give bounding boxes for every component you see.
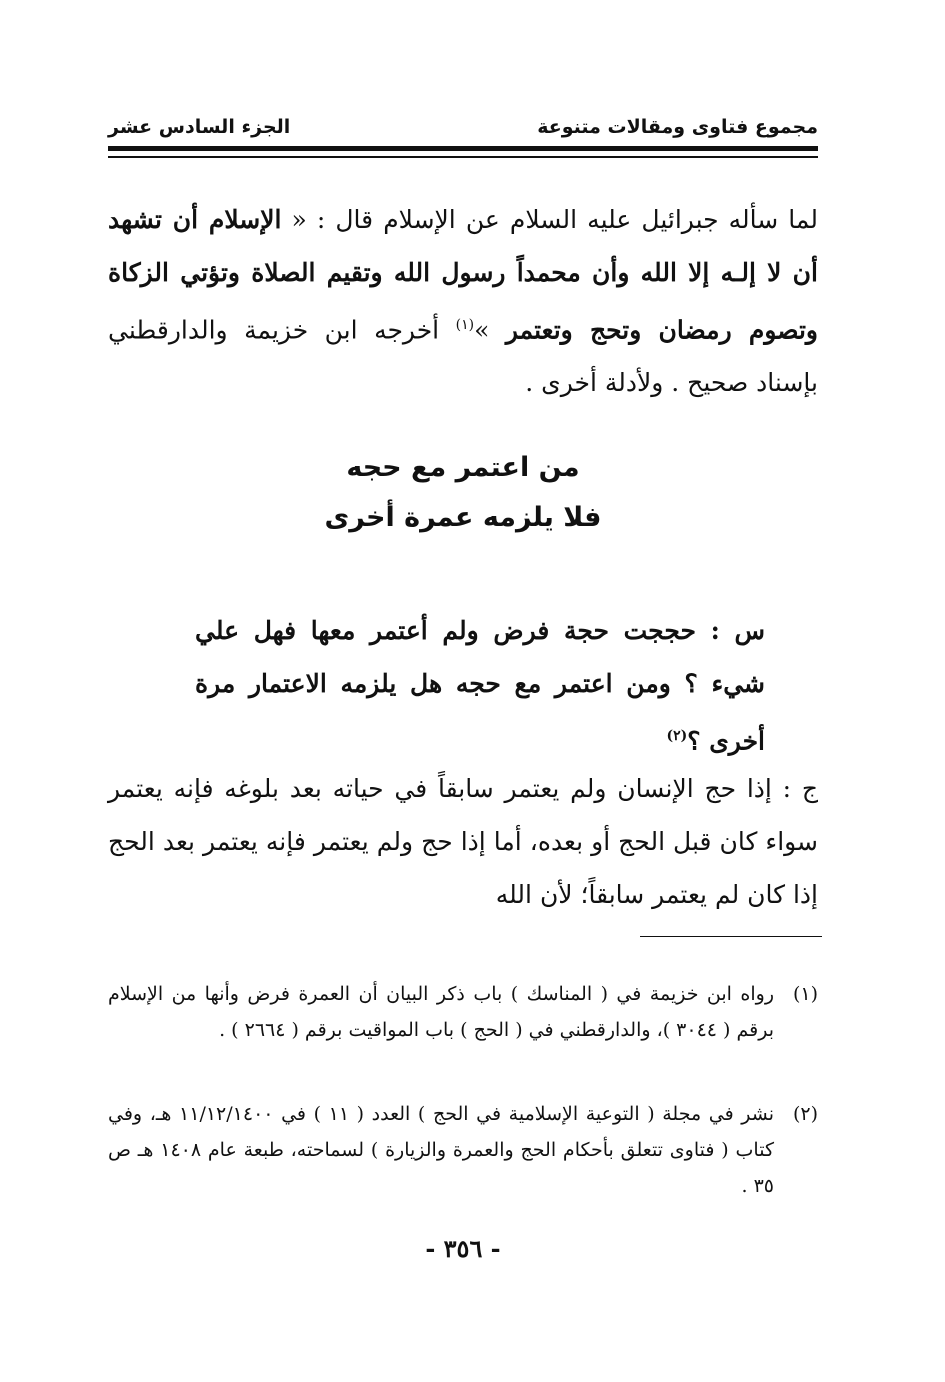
footnote-separator bbox=[640, 936, 822, 937]
section-heading-line2: فلا يلزمه عمرة أخرى bbox=[324, 502, 602, 533]
page-number: - ٣٥٦ - bbox=[425, 1234, 501, 1263]
footnote-number: (٢) bbox=[792, 1103, 818, 1125]
hadith-quote: الإسلام أن تشهد أن لا إلـه إلا الله وأن محمداً رسول الله وتقيم الصلاة وتؤتي الزكاة وتصوم رمضان وتحج وتعتمر bbox=[108, 205, 818, 345]
answer-paragraph bbox=[108, 762, 818, 921]
book-title: مجموع فتاوى ومقالات متنوعة bbox=[537, 116, 818, 138]
section-heading-line1: من اعتمر مع حجه bbox=[346, 452, 580, 483]
footnote-number: (١) bbox=[792, 983, 818, 1005]
volume-label: الجزء السادس عشر bbox=[108, 116, 291, 138]
running-header bbox=[108, 112, 818, 142]
intro-text-start: لما سأله جبرائيل عليه السلام عن الإسلام قال : « bbox=[281, 205, 818, 234]
question-text: س : حججت حجة فرض ولم أعتمر معها فهل علي شيء ؟ ومن اعتمر مع حجه هل يلزمه الاعتمار مرة أخرى ؟ bbox=[195, 616, 765, 756]
footnote-text: نشر في مجلة ( التوعية الإسلامية في الحج ) العدد ( ١١ ) في ١١/١٢/١٤٠٠ هـ، وفي كتاب ( فتاوى تتعلق بأحكام الحج والعمرة والزيارة ) لسماحته، طبعة عام ١٤٠٨ هـ ص ٣٥ . bbox=[108, 1103, 774, 1197]
footnote-2 bbox=[108, 1096, 818, 1204]
header-rule-thick bbox=[108, 146, 818, 151]
question-paragraph bbox=[195, 604, 765, 767]
footnote-ref-1[interactable]: (١) bbox=[455, 317, 475, 333]
footnote-ref-2[interactable]: (٢) bbox=[666, 728, 688, 744]
header-rule-thin bbox=[108, 156, 818, 158]
answer-text: ج : إذا حج الإنسان ولم يعتمر سابقاً في حياته بعد بلوغه فإنه يعتمر سواء كان قبل الحج أو بعده، أما إذا حج ولم يعتمر فإنه يعتمر بعد الحج إذا كان لم يعتمر سابقاً؛ لأن الله bbox=[108, 774, 818, 909]
footnote-1 bbox=[108, 976, 818, 1048]
quote-close: » bbox=[474, 315, 506, 345]
intro-text-end: أخرجه ابن خزيمة والدارقطني بإسناد صحيح . ولأدلة أخرى . bbox=[108, 315, 818, 398]
intro-paragraph bbox=[108, 193, 818, 409]
footnote-text: رواه ابن خزيمة في ( المناسك ) باب ذكر البيان أن العمرة فرض وأنها من الإسلام برقم ( ٣٠٤٤ )، والدارقطني في ( الحج ) باب المواقيت برقم ( ٢٦٦٤ ) . bbox=[108, 983, 774, 1041]
